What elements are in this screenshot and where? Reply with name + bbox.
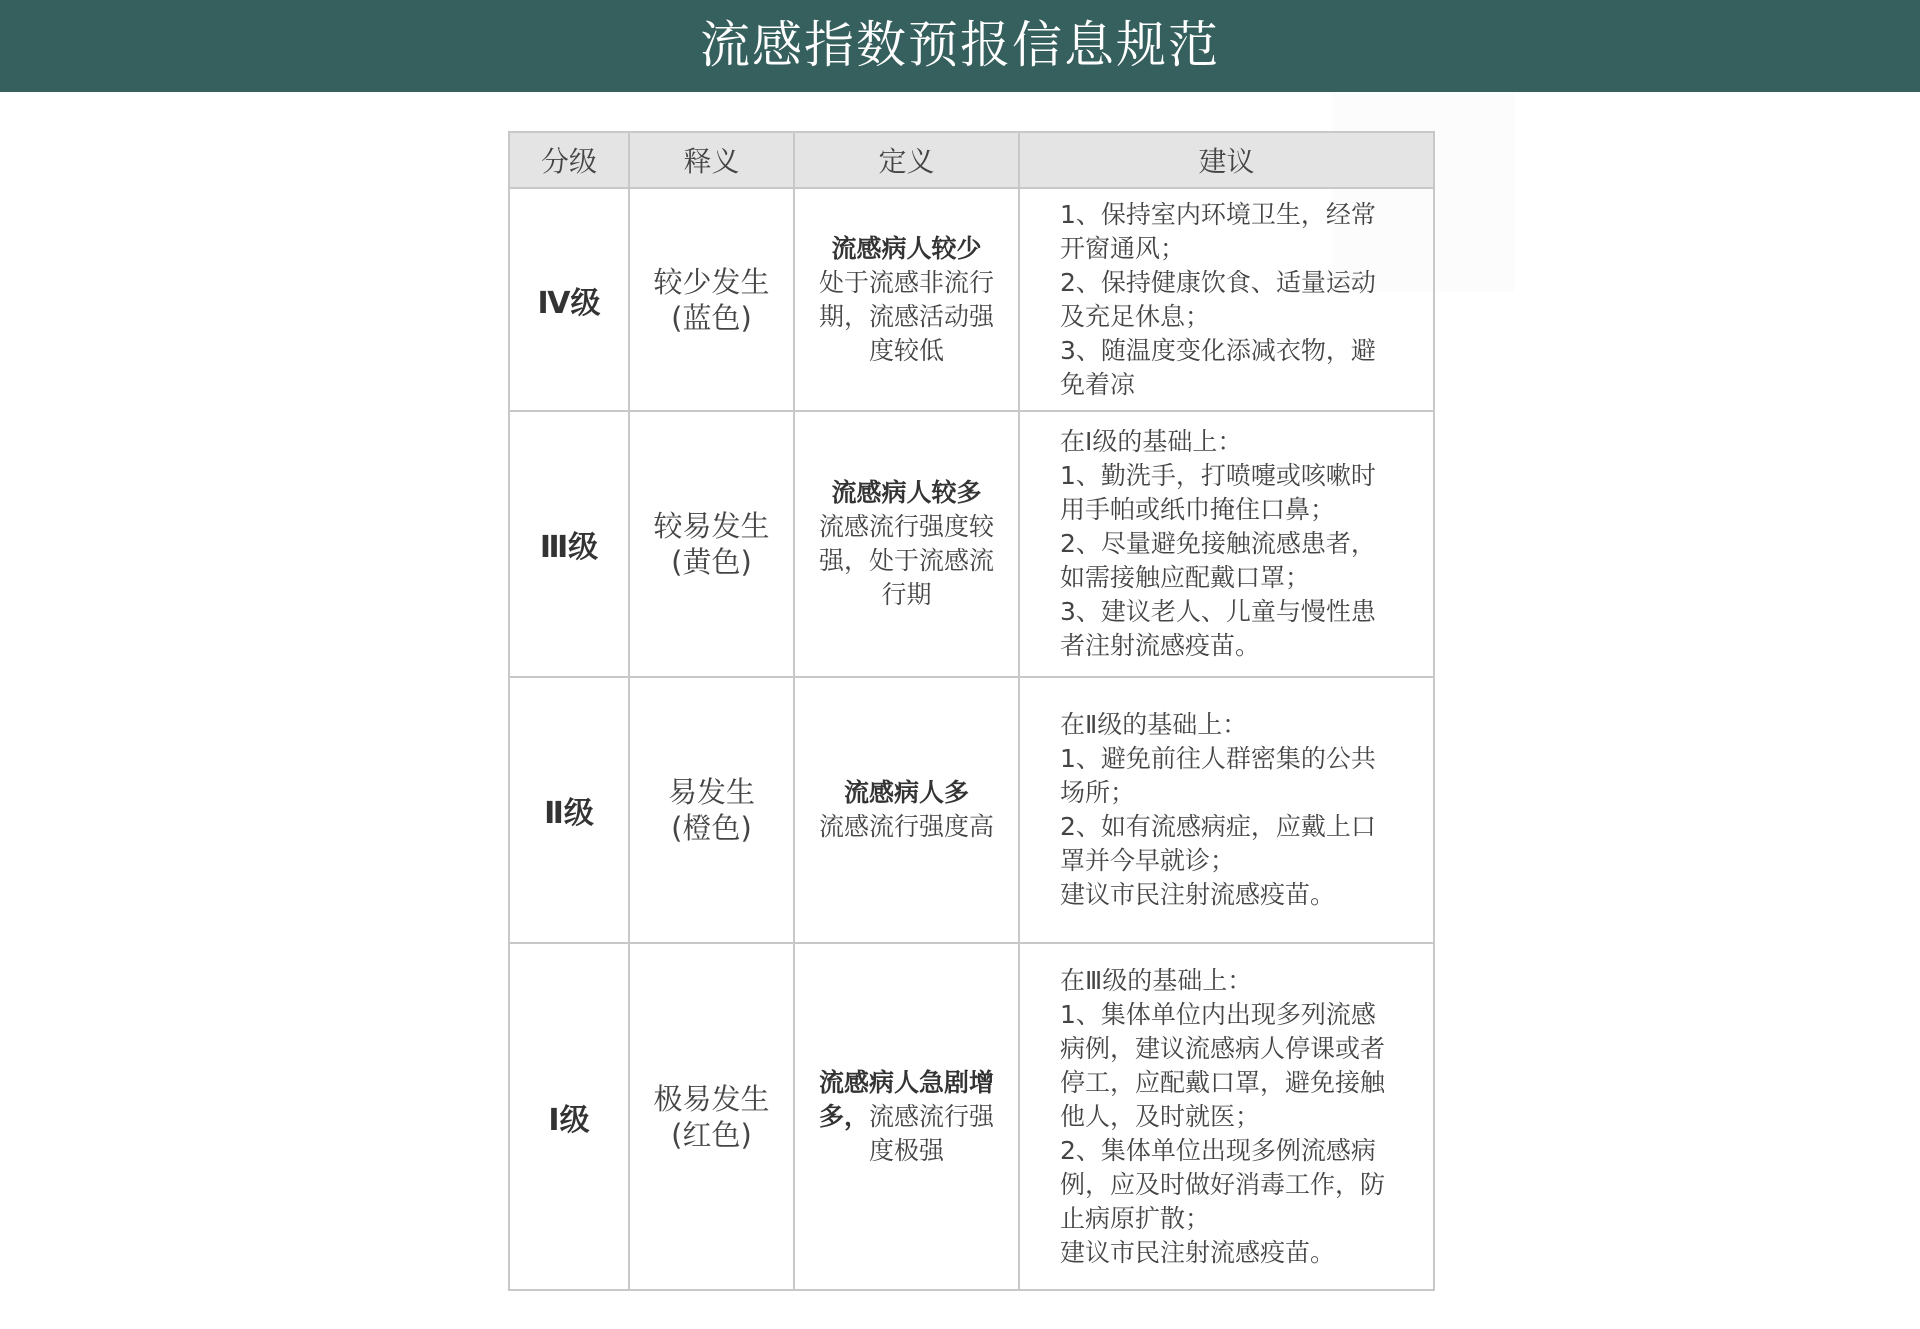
title-banner <box>0 0 1920 92</box>
definition-cell <box>794 411 1019 677</box>
advice-line: 建议市民注射流感疫苗。 <box>1060 880 1336 909</box>
table-row-level-3 <box>509 411 1434 677</box>
column-header-definition: 定义 <box>794 132 1019 188</box>
advice-line: 2、集体单位出现多例流感病 <box>1060 1135 1376 1165</box>
advice-line: 1、避免前往人群密集的公共 <box>1060 744 1376 773</box>
advice-line: 在Ⅲ级的基础上： <box>1060 965 1253 995</box>
advice-line: 场所； <box>1060 778 1136 807</box>
page-title: 流感指数预报信息规范 <box>700 16 1220 74</box>
advice-line: 在Ⅱ级的基础上： <box>1060 710 1248 739</box>
advice-line: 及充足休息； <box>1060 301 1211 331</box>
advice-line: 1、勤洗手，打喷嚏或咳嗽时 <box>1060 461 1376 490</box>
advice-line: 他人，及时就医； <box>1060 1101 1261 1131</box>
definition-cell <box>794 677 1019 943</box>
advice-line: 者注射流感疫苗。 <box>1060 631 1261 660</box>
advice-cell <box>1019 411 1434 677</box>
advice-line: 罩并今早就诊； <box>1060 846 1236 875</box>
advice-line: 3、建议老人、儿童与慢性患 <box>1060 597 1376 626</box>
advice-line: 2、尽量避免接触流感患者， <box>1060 529 1376 558</box>
advice-line: 如需接触应配戴口罩； <box>1060 563 1311 592</box>
meaning-cell <box>629 188 794 411</box>
advice-line: 止病原扩散； <box>1060 1203 1211 1233</box>
advice-line: 用手帕或纸巾掩住口鼻； <box>1060 495 1336 524</box>
advice-line: 病例，建议流感病人停课或者 <box>1060 1033 1386 1063</box>
advice-line: 例，应及时做好消毒工作，防 <box>1060 1169 1386 1199</box>
advice-line: 3、随温度变化添减衣物，避 <box>1060 335 1376 365</box>
column-header-meaning: 释义 <box>629 132 794 188</box>
table-header-row <box>509 132 1434 188</box>
definition-cell <box>794 943 1019 1290</box>
advice-line: 2、如有流感病症，应戴上口 <box>1060 812 1376 841</box>
advice-cell <box>1019 188 1434 411</box>
level-cell: Ⅱ级 <box>509 677 629 943</box>
advice-line: 1、集体单位内出现多列流感 <box>1060 999 1376 1029</box>
definition-detail: 流感流行强度极强 <box>868 1101 995 1165</box>
level-cell: Ⅰ级 <box>509 943 629 1290</box>
meaning-color: (黄色) <box>671 545 752 579</box>
definition-detail: 处于流感非流行期，流感活动强度较低 <box>818 267 994 365</box>
definition-summary: 流感病人多 <box>843 778 969 807</box>
advice-cell <box>1019 943 1434 1290</box>
advice-line: 在Ⅰ级的基础上： <box>1060 427 1243 456</box>
definition-summary: 流感病人急剧增多， <box>818 1067 994 1131</box>
meaning-cell <box>629 411 794 677</box>
meaning-cell <box>629 677 794 943</box>
meaning-text: 较易发生 <box>653 509 770 543</box>
column-header-advice: 建议 <box>1019 132 1434 188</box>
definition-detail: 流感流行强度高 <box>818 812 994 841</box>
meaning-color: (蓝色) <box>671 300 752 335</box>
meaning-cell <box>629 943 794 1290</box>
definition-summary: 流感病人较少 <box>831 233 982 263</box>
level-cell: Ⅲ级 <box>509 411 629 677</box>
meaning-text: 易发生 <box>667 775 755 809</box>
table-row-level-1 <box>509 943 1434 1290</box>
level-cell: Ⅳ级 <box>509 188 629 411</box>
meaning-text: 较少发生 <box>653 264 770 299</box>
definition-cell <box>794 188 1019 411</box>
table-row-level-2 <box>509 677 1434 943</box>
advice-line: 1、保持室内环境卫生，经常 <box>1060 199 1376 229</box>
definition-summary: 流感病人较多 <box>831 478 982 507</box>
column-header-level: 分级 <box>509 132 629 188</box>
meaning-text: 极易发生 <box>653 1081 770 1116</box>
table-row-level-4 <box>509 188 1434 411</box>
advice-cell <box>1019 677 1434 943</box>
advice-line: 免着凉 <box>1060 369 1136 399</box>
definition-detail: 流感流行强度较强，处于流感流行期 <box>818 512 994 609</box>
advice-line: 停工，应配戴口罩，避免接触 <box>1060 1067 1386 1097</box>
meaning-color: (橙色) <box>671 811 752 845</box>
advice-line: 开窗通风； <box>1060 233 1186 263</box>
flu-index-spec-table <box>508 131 1435 1291</box>
advice-line: 建议市民注射流感疫苗。 <box>1060 1237 1336 1267</box>
meaning-color: (红色) <box>671 1117 752 1152</box>
advice-line: 2、保持健康饮食、适量运动 <box>1060 267 1376 297</box>
